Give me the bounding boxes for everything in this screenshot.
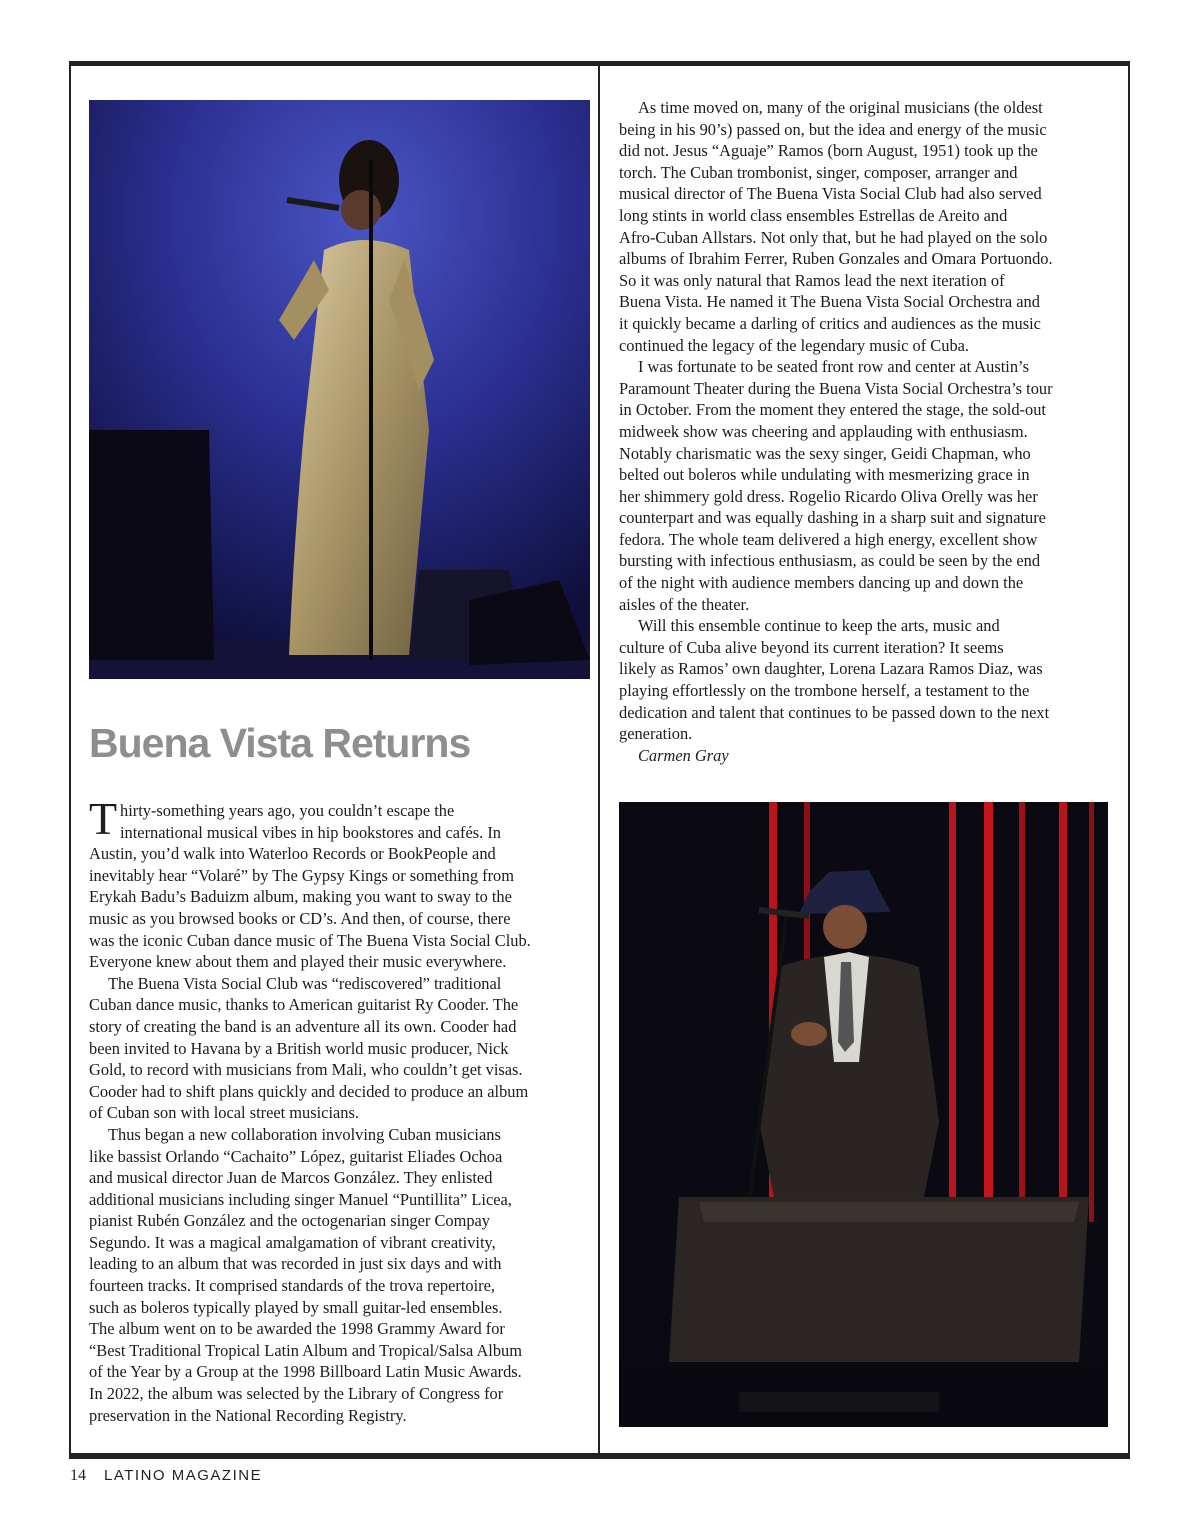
right-column-lines xyxy=(619,97,1111,745)
text-line: story of creating the band is an adventure all its own. Cooder had xyxy=(89,1016,517,1036)
text-line: music as you browsed books or CD’s. And then, of course, there xyxy=(89,908,511,928)
right-text-column xyxy=(619,97,1111,766)
text-line: Paramount Theater during the Buena Vista Social Orchestra’s tour xyxy=(619,378,1053,398)
text-line: The album went on to be awarded the 1998 Grammy Award for xyxy=(89,1319,505,1339)
text-line: generation. xyxy=(619,724,693,744)
left-column-lines xyxy=(89,843,589,1426)
text-line: and musical director Juan de Marcos González. They enlisted xyxy=(89,1168,493,1188)
text-line: Segundo. It was a magical amalgamation of vibrant creativity, xyxy=(89,1232,496,1252)
text-line: of the night with audience members dancing up and down the xyxy=(619,573,1024,593)
text-line: such as boleros typically played by small guitar-led ensembles. xyxy=(89,1297,503,1317)
text-line: likely as Ramos’ own daughter, Lorena Lazara Ramos Diaz, was xyxy=(619,659,1043,679)
text-line: aisles of the theater. xyxy=(619,594,750,614)
text-line: Erykah Badu’s Baduizm album, making you want to sway to the xyxy=(89,887,512,907)
text-line: of the Year by a Group at the 1998 Billboard Latin Music Awards. xyxy=(89,1362,522,1382)
text-line: like bassist Orlando “Cachaito” López, guitarist Eliades Ochoa xyxy=(89,1146,503,1166)
text-line: Afro-Cuban Allstars. Not only that, but he had played on the solo xyxy=(619,227,1048,247)
page-footer xyxy=(70,1467,262,1485)
text-line: pianist Rubén González and the octogenarian singer Compay xyxy=(89,1211,490,1231)
text-line: bursting with infectious enthusiasm, as could be seen by the end xyxy=(619,551,1041,571)
text-line: Everyone knew about them and played their music everywhere. xyxy=(89,952,507,972)
bottom-rule xyxy=(69,1453,1130,1459)
text-line: being in his 90’s) passed on, but the idea and energy of the music xyxy=(619,119,1047,139)
text-line: Thus began a new collaboration involving Cuban musicians xyxy=(108,1124,501,1144)
text-line: albums of Ibrahim Ferrer, Ruben Gonzales and Omara Portuondo. xyxy=(619,249,1053,269)
text-line: of Cuban son with local street musicians. xyxy=(89,1103,359,1123)
text-line: continued the legacy of the legendary music of Cuba. xyxy=(619,335,970,355)
text-line: In 2022, the album was selected by the Library of Congress for xyxy=(89,1384,504,1404)
author-byline: Carmen Gray xyxy=(638,745,729,765)
text-line: midweek show was cheering and applauding with enthusiasm. xyxy=(619,421,1028,441)
text-line: it quickly became a darling of critics and audiences as the music xyxy=(619,313,1041,333)
text-line: Notably charismatic was the sexy singer, Geidi Chapman, who xyxy=(619,443,1031,463)
text-line: Austin, you’d walk into Waterloo Records or BookPeople and xyxy=(89,844,496,864)
right-rule xyxy=(1128,61,1130,1459)
text-line: Gold, to record with musicians from Mali, who couldn’t get visas. xyxy=(89,1060,523,1080)
text-line: I was fortunate to be seated front row and center at Austin’s xyxy=(638,357,1029,377)
column-divider xyxy=(598,61,600,1459)
text-line: long stints in world class ensembles Estrellas de Areito and xyxy=(619,205,1008,225)
opening-paragraph xyxy=(89,793,589,844)
singer-fedora-photo xyxy=(619,802,1108,1427)
text-line: Cooder had to shift plans quickly and decided to produce an album xyxy=(89,1081,529,1101)
text-line: Buena Vista. He named it The Buena Vista Social Orchestra and xyxy=(619,292,1040,312)
text-line: additional musicians including singer Manuel “Puntillita” Licea, xyxy=(89,1189,512,1209)
text-line: belted out boleros while undulating with mesmerizing grace in xyxy=(619,465,1030,485)
left-rule xyxy=(69,61,71,1459)
text-line: culture of Cuba alive beyond its current iteration? It seems xyxy=(619,637,1004,657)
text-line: torch. The Cuban trombonist, singer, composer, arranger and xyxy=(619,162,1018,182)
text-line: The Buena Vista Social Club was “rediscovered” traditional xyxy=(108,973,502,993)
text-line: counterpart and was equally dashing in a sharp suit and signature xyxy=(619,508,1046,528)
text-line: hirty-something years ago, you couldn’t escape the xyxy=(120,801,455,820)
text-line: Will this ensemble continue to keep the arts, music and xyxy=(638,616,1000,636)
text-line: fedora. The whole team delivered a high energy, excellent show xyxy=(619,529,1038,549)
text-line: inevitably hear “Volaré” by The Gypsy Kings or something from xyxy=(89,865,515,885)
text-line: dedication and talent that continues to be passed down to the next xyxy=(619,702,1050,722)
magazine-name: LATINO MAGAZINE xyxy=(104,1467,263,1484)
text-line: musical director of The Buena Vista Social Club had also served xyxy=(619,184,1042,204)
text-line: international musical vibes in hip bookstores and cafés. In xyxy=(120,822,501,842)
text-line: did not. Jesus “Aguaje” Ramos (born August, 1951) took up the xyxy=(619,141,1038,161)
text-line: Cuban dance music, thanks to American guitarist Ry Cooder. The xyxy=(89,995,519,1015)
page-number: 14 xyxy=(70,1467,86,1484)
text-line: preservation in the National Recording Registry. xyxy=(89,1405,407,1425)
text-line: in October. From the moment they entered the stage, the sold-out xyxy=(619,400,1046,420)
drop-cap: T xyxy=(89,793,118,844)
text-line: her shimmery gold dress. Rogelio Ricardo Oliva Orelly was her xyxy=(619,486,1038,506)
article-headline: Buena Vista Returns xyxy=(89,720,471,766)
text-line: As time moved on, many of the original musicians (the oldest xyxy=(638,98,1043,117)
singer-photo xyxy=(89,100,590,679)
text-line: “Best Traditional Tropical Latin Album and Tropical/Salsa Album xyxy=(89,1340,522,1360)
text-line: fourteen tracks. It comprised standards of the trova repertoire, xyxy=(89,1276,495,1296)
text-line: been invited to Havana by a British world music producer, Nick xyxy=(89,1038,509,1058)
text-line: playing effortlessly on the trombone herself, a testament to the xyxy=(619,681,1030,701)
left-text-column xyxy=(89,793,589,1426)
text-line: was the iconic Cuban dance music of The Buena Vista Social Club. xyxy=(89,930,531,950)
text-line: leading to an album that was recorded in just six days and with xyxy=(89,1254,502,1274)
text-line: So it was only natural that Ramos lead the next iteration of xyxy=(619,270,1005,290)
